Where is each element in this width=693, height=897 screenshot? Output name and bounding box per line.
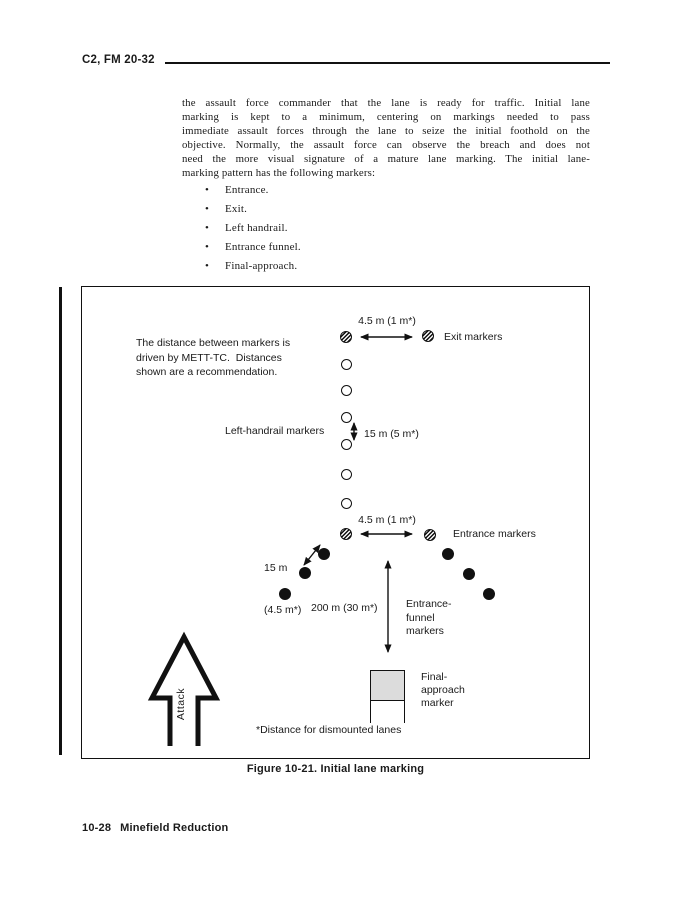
list-item [205,260,301,273]
bullet-icon: • [205,203,209,215]
paragraph-line: immediate assault forces through the lane to seize the initial foothold on the [182,125,590,137]
bullet-icon: • [205,184,209,196]
list-item-label: Entrance. [225,184,269,196]
exit-markers-label: Exit markers [444,331,503,343]
paragraph-line: need the more visual signature of a mature lane marking. The initial lane- [182,153,590,165]
body-paragraph [182,96,590,180]
entrance-markers-label: Entrance markers [453,528,536,540]
entrance-marker-icon [424,529,436,541]
figure-caption: Figure 10-21. Initial lane marking [246,763,425,775]
list-item [205,203,301,216]
funnel-marker-icon [442,548,454,560]
funnel-length-arrow-icon [382,557,394,656]
exit-distance-arrow-icon [358,332,415,342]
list-item-label: Entrance funnel. [225,241,301,253]
figure-10-21 [81,286,590,759]
final-approach-line: approach [421,684,465,696]
bullet-icon: • [205,260,209,272]
funnel-markers-line: funnel [406,611,435,624]
header-doc-id: C2, FM 20-32 [82,54,155,66]
exit-marker-icon [422,330,434,342]
final-approach-sign [370,670,405,701]
list-item-label: Left handrail. [225,222,288,234]
funnel-marker-icon [483,588,495,600]
note-line: driven by METT-TC. Distances [136,351,282,364]
attack-label: Attack [175,687,187,721]
handrail-spacing-arrow-icon [348,420,360,443]
list-item [205,222,301,235]
funnel-marker-icon [299,567,311,579]
funnel-markers-label [406,598,452,639]
funnel-length-label: 200 m (30 m*) [311,602,378,614]
footer-section-title: Minefield Reduction [120,822,229,834]
handrail-spacing-label: 15 m (5 m*) [364,428,419,440]
funnel-marker-icon [463,568,475,580]
bullet-icon: • [205,222,209,234]
note-line: The distance between markers is [136,337,291,349]
paragraph-line: marking is kept to a minimum, centering on markings needed to pass [182,111,590,123]
note-line: shown are a recommendation. [136,366,278,378]
figure-footnote: *Distance for dismounted lanes [256,724,402,736]
funnel-spacing-line2: (4.5 m*) [264,604,302,616]
final-approach-line: Final- [421,671,448,683]
exit-distance-label: 4.5 m (1 m*) [358,315,416,327]
funnel-marker-icon [318,548,330,560]
list-item-label: Final-approach. [225,260,298,272]
entrance-marker-icon [340,528,352,540]
final-approach-sign-legs [370,700,405,723]
bullet-list [205,184,301,279]
list-item [205,241,301,254]
paragraph-line: the assault force commander that the lane is ready for traffic. Initial lane [182,97,590,109]
entrance-distance-arrow-icon [358,529,415,539]
footer-page-number: 10-28 [82,822,112,834]
funnel-markers-line: Entrance- [406,598,452,610]
handrail-marker-icon [341,469,352,480]
funnel-markers-line: markers [406,625,444,637]
page-footer [82,822,228,834]
final-approach-line: marker [421,697,454,709]
handrail-marker-icon [341,385,352,396]
final-approach-label [421,671,465,710]
list-item-label: Exit. [225,203,248,215]
handrail-marker-icon [341,498,352,509]
change-bar [59,287,62,755]
header-rule [165,62,610,64]
list-item [205,184,301,197]
bullet-icon: • [205,241,209,253]
figure-note [136,336,290,380]
left-handrail-label: Left-handrail markers [225,425,325,437]
funnel-marker-icon [279,588,291,600]
funnel-spacing-line1: 15 m [264,562,288,574]
entrance-distance-label: 4.5 m (1 m*) [358,514,416,526]
handrail-marker-icon [341,359,352,370]
paragraph-line: objective. Normally, the assault force can observe the breach and does not [182,139,590,151]
exit-marker-icon [340,331,352,343]
paragraph-line: marking pattern has the following markers: [182,167,376,179]
